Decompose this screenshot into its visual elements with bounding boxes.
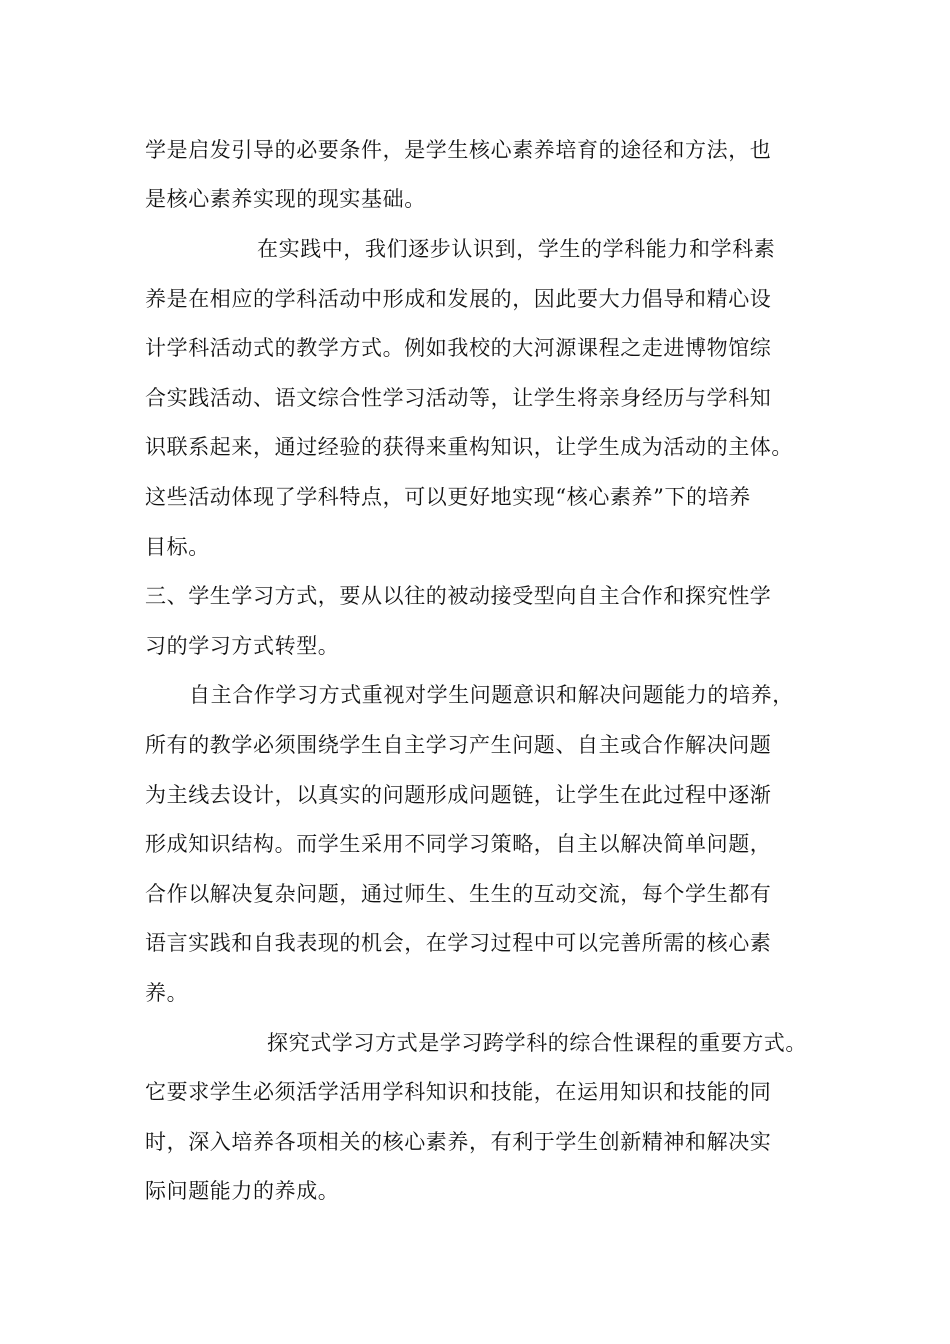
paragraph-start-line: 自主合作学习方式重视对学生问题意识和解决问题能力的培养， — [189, 683, 794, 707]
text-line: 形成知识结构。而学生采用不同学习策略，自主以解决简单问题， — [145, 832, 772, 856]
text-line: 时，深入培养各项相关的核心素养，有利于学生创新精神和解决实 — [145, 1130, 772, 1154]
text-line: 计学科活动式的教学方式。例如我校的大河源课程之走进博物馆综 — [145, 336, 772, 360]
text-line: 学是启发引导的必要条件，是学生核心素养培育的途径和方法，也 — [145, 138, 772, 162]
text-line: 养。 — [145, 981, 189, 1005]
section-heading-line: 习的学习方式转型。 — [145, 634, 340, 658]
text-line: 语言实践和自我表现的机会，在学习过程中可以完善所需的核心素 — [145, 931, 772, 955]
text-line: 识联系起来，通过经验的获得来重构知识，让学生成为活动的主体。 — [145, 435, 793, 459]
text-line: 合作以解决复杂问题，通过师生、生生的互动交流，每个学生都有 — [145, 882, 772, 906]
text-line: 为主线去设计，以真实的问题形成问题链，让学生在此过程中逐渐 — [145, 783, 772, 807]
text-line: 合实践活动、语文综合性学习活动等，让学生将亲身经历与学科知 — [145, 386, 772, 410]
text-line: 际问题能力的养成。 — [145, 1179, 340, 1203]
text-line: 这些活动体现了学科特点，可以更好地实现“核心素养”下的培养 — [145, 485, 751, 509]
text-line: 是核心素养实现的现实基础。 — [145, 187, 426, 211]
text-line: 所有的教学必须围绕学生自主学习产生问题、自主或合作解决问题 — [145, 733, 772, 757]
paragraph-start-line: 探究式学习方式是学习跨学科的综合性课程的重要方式。 — [267, 1031, 807, 1055]
section-heading-line: 三、学生学习方式，要从以往的被动接受型向自主合作和探究性学 — [145, 584, 772, 608]
text-line: 目标。 — [145, 535, 210, 559]
text-line: 它要求学生必须活学活用学科知识和技能，在运用知识和技能的同 — [145, 1080, 772, 1104]
text-line: 养是在相应的学科活动中形成和发展的，因此要大力倡导和精心设 — [145, 287, 772, 311]
paragraph-start-line: 在实践中，我们逐步认识到，学生的学科能力和学科素 — [257, 237, 776, 261]
